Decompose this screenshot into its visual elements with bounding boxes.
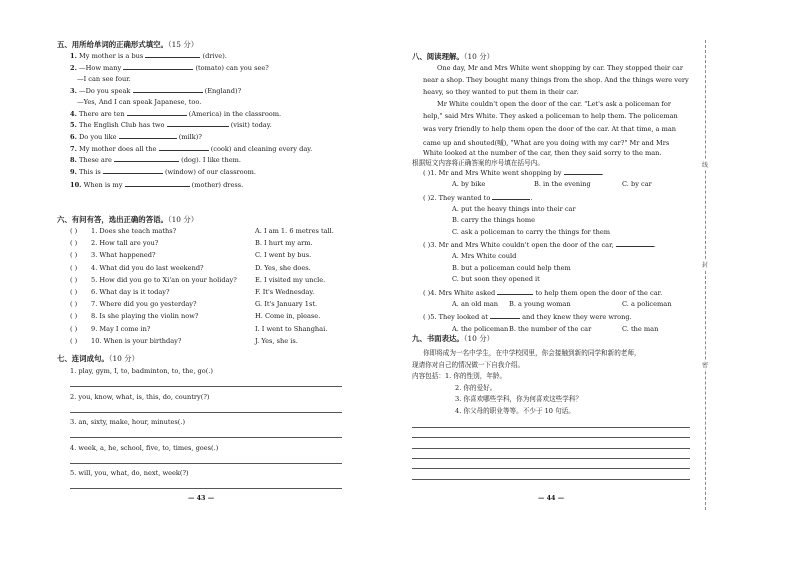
- answer-option: A. I am 1. 6 metres tall.: [255, 227, 334, 235]
- item-number: 8.: [70, 156, 77, 164]
- section-9-title: 九、书面表达。（10 分）: [412, 334, 494, 343]
- question-stem: ( )4. Mrs White asked: [423, 288, 496, 297]
- item-text: —I can see four.: [77, 75, 131, 83]
- item-number: 2.: [70, 64, 77, 72]
- passage-line: was very friendly to help them open the door of the car. At that time, a man: [423, 124, 677, 133]
- writing-answer-line: [412, 448, 690, 449]
- fill-blank-item: [70, 63, 269, 72]
- writing-prompt-line: 现请你对自己的情况做一下自我介绍。: [412, 360, 525, 369]
- writing-answer-line: [412, 458, 690, 459]
- scrambled-sentence: 5. will, you, what, do, next, week(?): [70, 469, 189, 477]
- scrambled-sentence: 1. play, gym, I, to, badminton, to, the, go(.): [70, 367, 213, 375]
- question-text: 3. What happened?: [91, 251, 156, 260]
- question-text: 9. May I come in?: [91, 324, 151, 333]
- answer-choice: B. the number of the car: [509, 324, 592, 333]
- question-stem: ( )2. They wanted to: [423, 193, 491, 202]
- answer-choice: B. a young woman: [509, 299, 571, 308]
- binding-mark-2: 封: [702, 262, 709, 269]
- binding-line: [705, 40, 706, 510]
- question-tail: and they knew they were wrong.: [522, 313, 632, 322]
- answer-blank[interactable]: [103, 167, 163, 174]
- answer-line: [70, 437, 342, 438]
- question-text: 5. How did you go to Xi'an on your holiday?: [91, 275, 237, 284]
- answer-paren: ( ): [70, 288, 78, 296]
- fill-blank-item: [70, 155, 241, 164]
- question-text: 7. Where did you go yesterday?: [91, 300, 197, 309]
- answer-option: G. It's January 1st.: [255, 300, 318, 309]
- item-hint: (drive).: [202, 52, 227, 60]
- passage-line: One day, Mr and Mrs White went shopping by car. They stopped their car: [437, 64, 684, 72]
- answer-paren: ( ): [70, 324, 78, 333]
- answer-blank[interactable]: [125, 180, 190, 187]
- answer-paren: ( ): [70, 336, 78, 345]
- item-hint: (cook) and cleaning every day.: [210, 145, 313, 153]
- item-text: —Do you speak: [79, 87, 131, 95]
- answer-blank[interactable]: [123, 63, 193, 70]
- scrambled-sentence: 2. you, know, what, is, this, do, country(?): [70, 392, 210, 401]
- answer-paren: ( ): [70, 251, 78, 260]
- answer-line: [70, 488, 342, 489]
- item-text: My mother is a bus: [79, 52, 144, 60]
- item-number: 10.: [70, 181, 82, 189]
- question-text: 10. When is your birthday?: [91, 336, 182, 345]
- answer-blank[interactable]: [167, 120, 229, 127]
- item-hint: (visit) today.: [230, 121, 272, 129]
- binding-mark-3: 密: [702, 362, 709, 369]
- scrambled-sentence: 3. an, sixty, make, hour, minutes(.): [70, 418, 186, 426]
- answer-blank[interactable]: [133, 86, 203, 93]
- item-hint: (window) of our classroom.: [164, 168, 256, 176]
- section-6-title: 六、有问有答，选出正确的答语。（10 分）: [57, 215, 199, 224]
- item-number: 1.: [70, 52, 77, 60]
- fill-blank-item: [70, 167, 256, 176]
- question-text: 1. Does she teach maths?: [91, 227, 177, 235]
- item-number: 9.: [70, 168, 77, 176]
- answer-choice: A. the policeman: [452, 324, 509, 333]
- answer-blank[interactable]: [127, 109, 187, 116]
- answer-option: C. I went by bus.: [255, 251, 312, 260]
- item-number: 5.: [70, 121, 77, 129]
- answer-choice: B. but a policeman could help them: [452, 263, 571, 272]
- item-number: 6.: [70, 133, 77, 141]
- answer-line: [70, 386, 342, 387]
- fill-blank-item: [70, 132, 202, 141]
- answer-choice: B. carry the things home: [452, 216, 536, 225]
- item-text: My mother does all the: [79, 145, 157, 153]
- item-text: These are: [79, 156, 112, 164]
- binding-mark-1: 线: [702, 162, 709, 169]
- passage-line: heavy, so they wanted to put them in their car.: [423, 88, 579, 97]
- answer-choice: A. by bike: [452, 180, 486, 189]
- writing-answer-line: [412, 427, 690, 428]
- question-text: 8. Is she playing the violin now?: [91, 312, 199, 321]
- answer-option: F. It's Wednesday.: [255, 288, 315, 296]
- answer-option: H. Come in, please.: [255, 312, 321, 321]
- question-text: 4. What did you do last weekend?: [91, 263, 204, 272]
- answer-choice: C. by car: [622, 180, 652, 189]
- fill-blank-item: [70, 144, 312, 153]
- writing-answer-line: [412, 479, 690, 480]
- reading-question: ( )3. Mr and Mrs White couldn't open the door of the car, .: [423, 241, 656, 250]
- passage-line: help," said Mrs White. They asked a policeman to help them. The policeman: [423, 112, 678, 121]
- answer-choice: C. a policeman: [622, 299, 672, 308]
- writing-prompt-line: 4. 你父母的职业等等。不少于 10 句话。: [455, 407, 575, 415]
- item-text: The English Club has two: [79, 121, 165, 129]
- answer-paren: ( ): [70, 239, 78, 248]
- item-hint: (tomato) can you see?: [195, 64, 269, 72]
- answer-option: I. I went to Shanghai.: [255, 324, 328, 333]
- answer-choice: C. ask a policeman to carry the things for them: [452, 227, 610, 236]
- question-tail: to help them open the door of the car.: [535, 288, 663, 297]
- writing-answer-line: [412, 437, 690, 438]
- passage-line: Mr White couldn't open the door of the car. "Let's ask a policeman for: [437, 100, 671, 109]
- item-hint: (dog). I like them.: [181, 156, 241, 164]
- item-text: —How many: [79, 64, 122, 72]
- item-text: Do you like: [79, 133, 117, 141]
- question-stem: ( )3. Mr and Mrs White couldn't open the door of the car,: [423, 241, 614, 250]
- item-text: —Yes, And I can speak Japanese, too.: [77, 98, 202, 106]
- question-text: 2. How tall are you?: [91, 239, 159, 248]
- item-hint: (America) in the classroom.: [188, 110, 282, 118]
- answer-blank[interactable]: [159, 144, 209, 151]
- answer-option: J. Yes, she is.: [255, 336, 298, 345]
- answer-blank[interactable]: [145, 51, 200, 58]
- passage-line: White looked at the number of the car, then they said sorry to the man.: [423, 148, 662, 157]
- passage-line: came up and shouted(喊), "What are you doing with my car?" Mr and Mrs: [423, 138, 670, 147]
- answer-line: [70, 463, 342, 464]
- answer-paren: ( ): [70, 227, 78, 235]
- answer-choice: A. put the heavy things into their car: [452, 204, 576, 213]
- answer-choice: C. the man: [622, 324, 659, 333]
- page-number-left: — 43 —: [188, 494, 215, 502]
- reading-question: ( )2. They wanted to .: [423, 193, 533, 202]
- item-hint: (mother) dress.: [191, 181, 244, 189]
- answer-blank[interactable]: [492, 193, 530, 200]
- fill-blank-item: [77, 98, 201, 106]
- question-stem: ( )1. Mr and Mrs White went shopping by: [423, 169, 562, 177]
- passage-line: near a shop. They bought many things from the shop. And the things were very: [423, 76, 689, 85]
- page-number-right: — 44 —: [538, 494, 565, 502]
- fill-blank-item: [70, 109, 281, 118]
- answer-blank[interactable]: [490, 312, 520, 319]
- writing-prompt-line: 3. 你喜欢哪些学科，你为何喜欢这些学科？: [455, 395, 583, 404]
- reading-instruction: 根据短文内容将正确答案的序号填在括号内。: [412, 159, 544, 167]
- item-number: 4.: [70, 110, 77, 118]
- answer-blank[interactable]: [114, 155, 179, 162]
- answer-choice: C. but soon they opened it: [452, 275, 540, 284]
- item-hint: (England)?: [204, 87, 242, 95]
- writing-answer-line: [412, 468, 690, 469]
- answer-blank[interactable]: [497, 288, 533, 295]
- reading-question: [423, 288, 662, 297]
- answer-blank[interactable]: [564, 168, 602, 175]
- item-number: 7.: [70, 145, 77, 153]
- fill-blank-item: [70, 120, 272, 129]
- item-number: 3.: [70, 87, 77, 95]
- answer-line: [70, 412, 342, 413]
- answer-option: E. I visited my uncle.: [255, 275, 326, 284]
- reading-question: [423, 312, 632, 321]
- fill-blank-item: [77, 75, 131, 83]
- answer-choice: A. an old man: [452, 299, 499, 308]
- section-8-title: 八、阅读理解。（10 分）: [412, 52, 494, 61]
- item-text: There are ten: [79, 110, 125, 118]
- scrambled-sentence: 4. week, a, he, school, five, to, times, goes(.): [70, 443, 219, 452]
- answer-paren: ( ): [70, 263, 78, 272]
- right-page: [400, 0, 800, 574]
- answer-option: D. Yes, she does.: [255, 263, 311, 272]
- section-5-title: 五、用所给单词的正确形式填空。（15 分）: [57, 40, 199, 49]
- fill-blank-item: [70, 51, 227, 60]
- item-text: When is my: [83, 181, 123, 189]
- reading-question: ( )1. Mr and Mrs White went shopping by .: [423, 169, 604, 177]
- answer-blank[interactable]: [119, 132, 177, 139]
- answer-paren: ( ): [70, 312, 78, 321]
- answer-paren: ( ): [70, 300, 78, 309]
- answer-blank[interactable]: [616, 240, 654, 247]
- item-hint: (milk)?: [178, 133, 202, 141]
- question-stem: ( )5. They looked at: [423, 313, 488, 322]
- answer-paren: ( ): [70, 275, 78, 284]
- answer-choice: B. in the evening: [534, 180, 591, 189]
- writing-prompt-line: 你即将成为一名中学生，在中学校园里，你会接触到新的同学和新的老师，: [423, 349, 641, 357]
- item-text: This is: [79, 168, 101, 176]
- answer-choice: A. Mrs White could: [452, 252, 517, 261]
- section-7-title: 七、连词成句。（10 分）: [57, 354, 139, 363]
- answer-option: B. I hurt my arm.: [255, 239, 313, 248]
- fill-blank-item: [70, 180, 243, 189]
- fill-blank-item: [70, 86, 241, 95]
- question-text: 6. What day is it today?: [91, 288, 170, 296]
- writing-prompt-line: 内容包括：1. 你的性别，年龄。: [412, 372, 507, 381]
- writing-prompt-line: 2. 你的爱好。: [455, 383, 497, 392]
